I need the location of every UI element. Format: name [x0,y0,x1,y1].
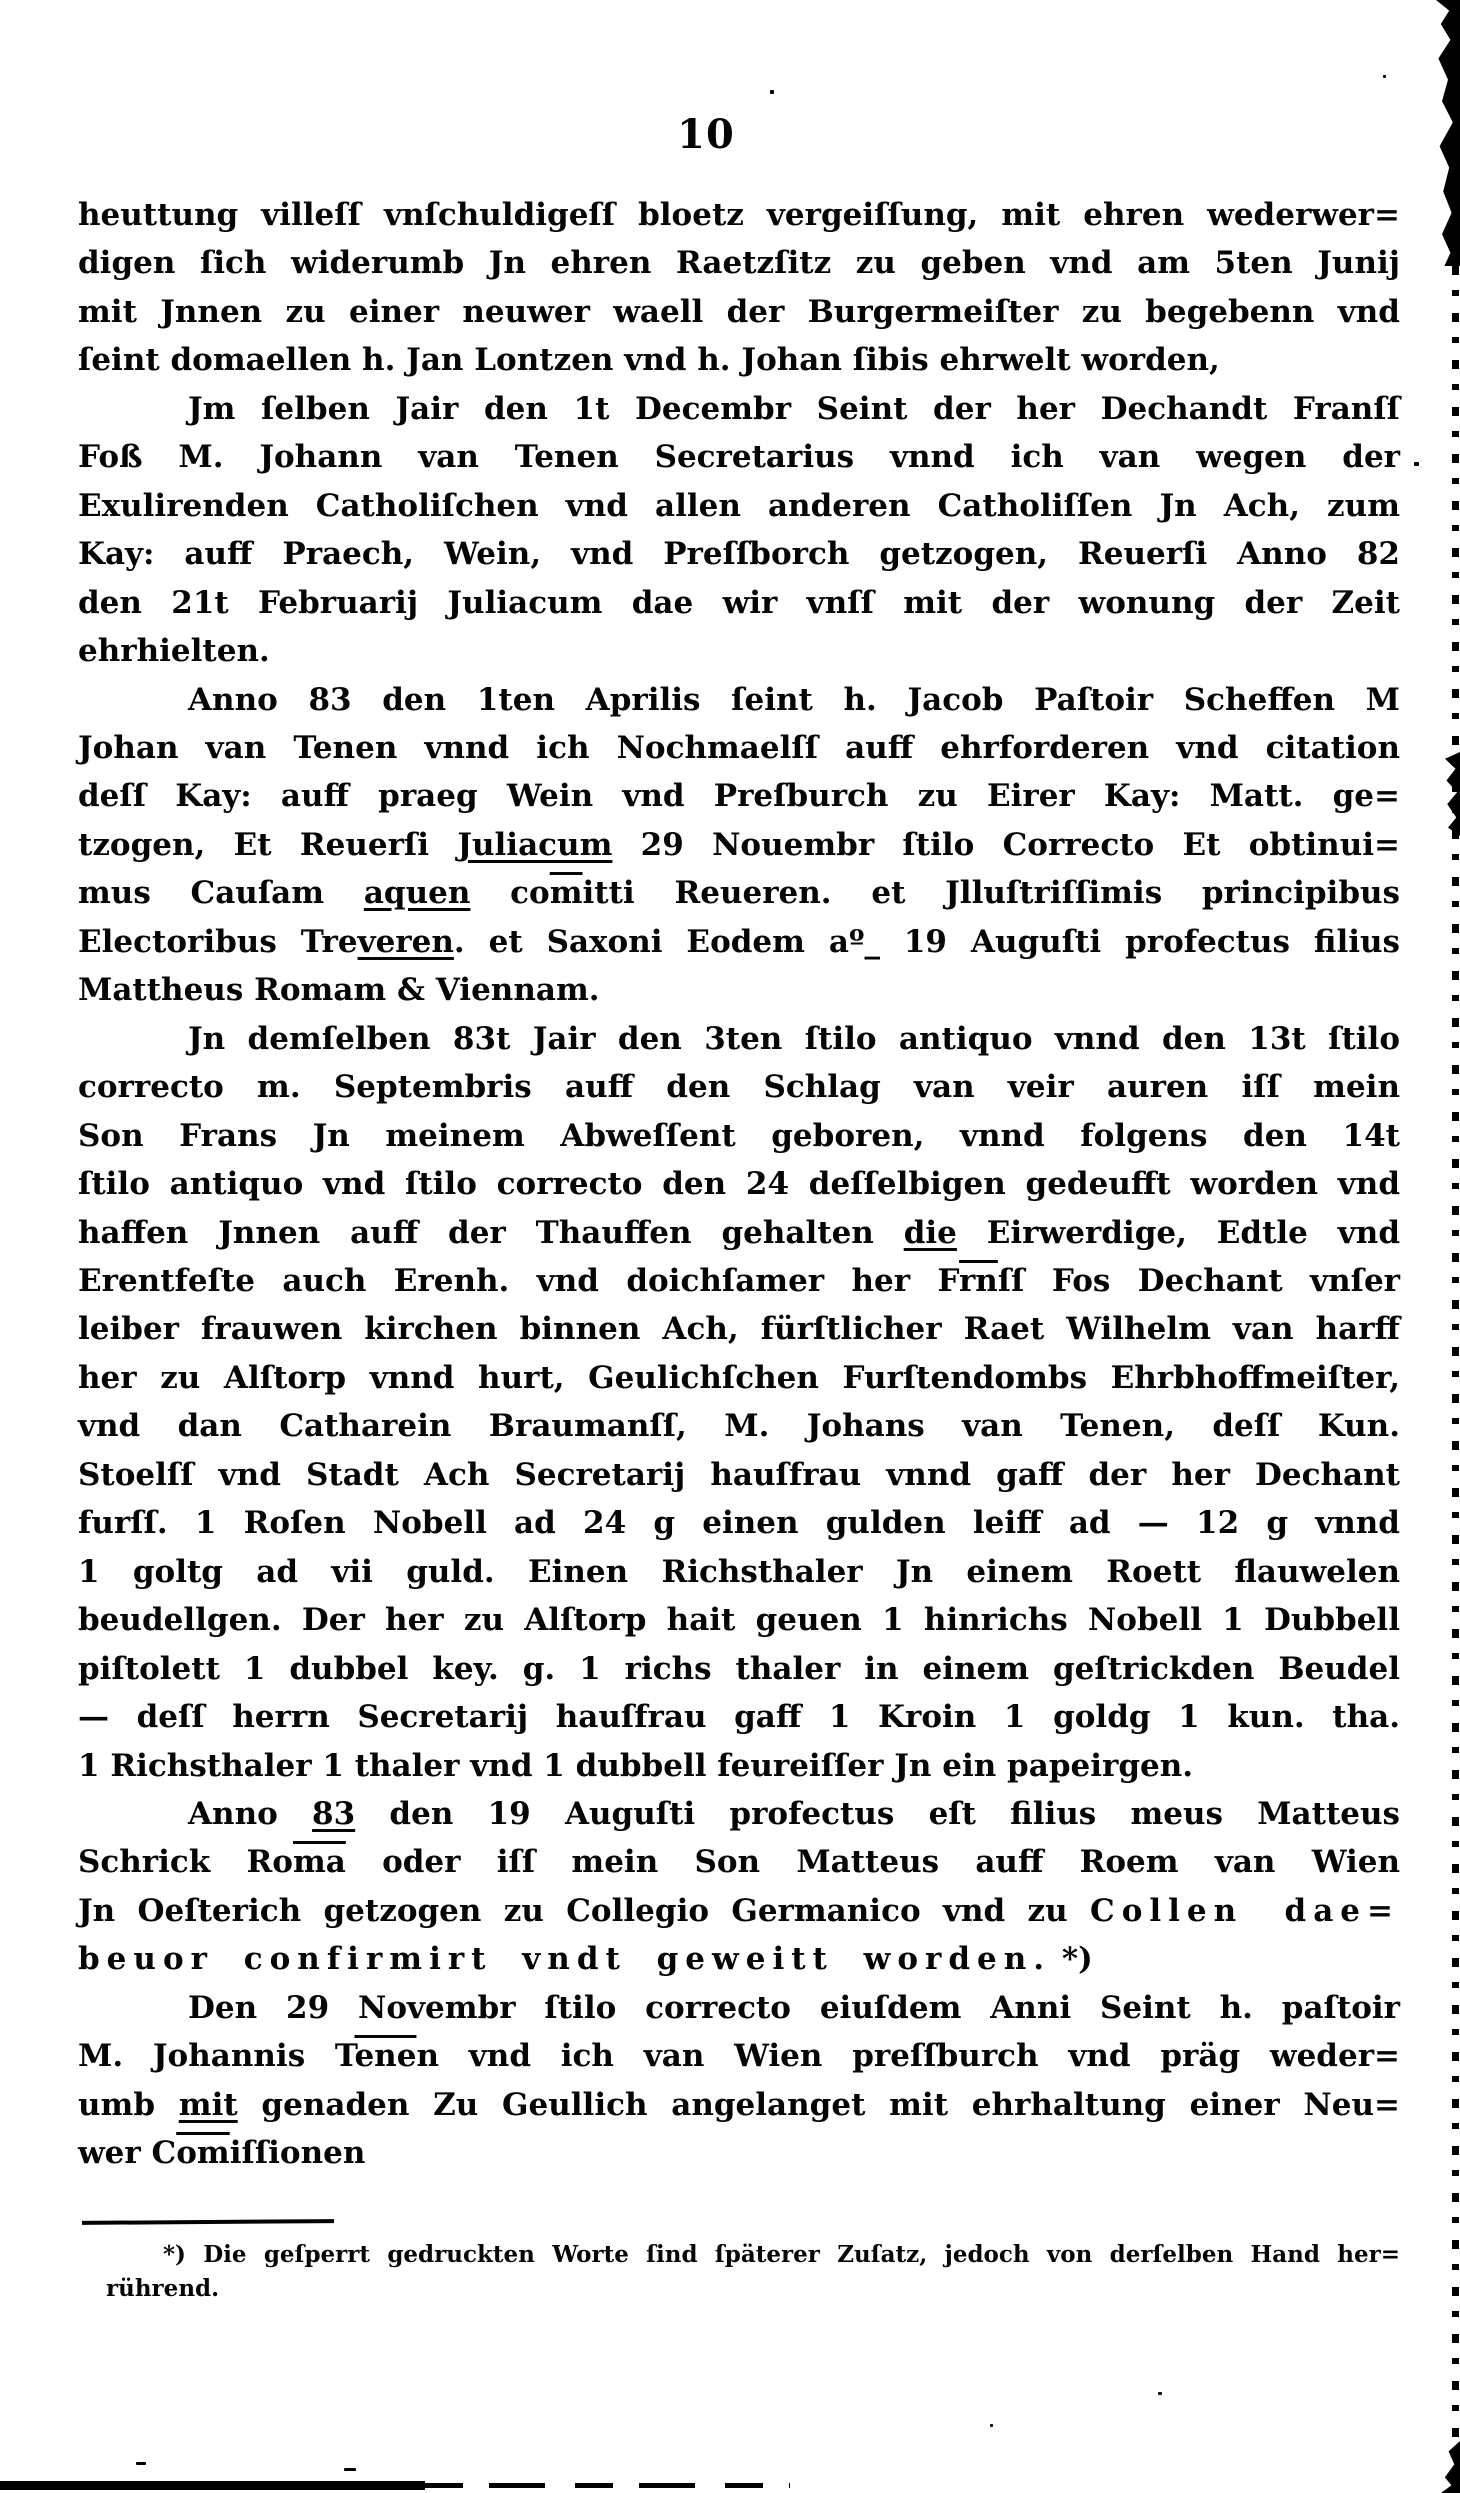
text-line [78,288,1400,336]
text-segment: $\overline{ene}$ [354,2038,417,2075]
text-segment: Exulirenden Catholiſchen vnd allen anderen Catholiſſen Jn Ach, zum [78,487,1400,524]
text-segment: vnd dan Catharein Braumanſſ, M. Johans van Tenen, deſſ Kun. [78,1408,1400,1445]
text-segment: Jn demſelben 83t Jair den 3ten ſtilo antiquo vnnd den 13t ſtilo [188,1020,1400,1057]
text-segment: die [903,1214,957,1251]
text-line [78,1257,1400,1305]
text-line [78,579,1400,627]
text-line [78,2032,1400,2080]
scan-speck [136,2462,146,2465]
text-segment: mit Jnnen zu einer neuwer waell der Burgermeiſter zu begebenn vnd [78,293,1400,330]
text-line [78,1742,1400,1790]
text-line [78,1790,1400,1838]
text-line [78,1402,1400,1450]
text-segment: Johan van Tenen vnnd ich Nochmaelſſ auff ehrforderen vnd citation [78,729,1400,766]
text-line [78,1693,1400,1741]
text-segment: Electoribus Tre [78,923,358,960]
text-segment: deſſ Kay: auff praeg Wein vnd Preſburch zu Eirer Kay: Matt. ge= [78,778,1400,815]
text-segment: *) [1051,1941,1093,1978]
text-line [78,1548,1400,1596]
text-segment: tzogen, Et Reuerſi [78,826,458,863]
text-line [78,1305,1400,1353]
text-segment: ehrhielten. [78,633,270,670]
text-segment: itti Reueren. et Jlluſtriſſimis principibus [582,875,1400,912]
text-segment: ſſ Fos Dechant vnſer [997,1262,1401,1299]
text-segment: Stoelſſ vnd Stadt Ach Secretarij hauſfrau vnnd gaff der her Dechant [78,1456,1400,1493]
text-line [78,1499,1400,1547]
text-line [78,676,1400,724]
text-line [78,1451,1400,1499]
scan-speck [990,2424,993,2427]
text-segment: . et Saxoni Eodem aº_ 19 Auguſti profectus filius [453,923,1400,960]
text-line [78,239,1400,287]
text-segment: Anno 83 den 1ten Aprilis ſeint h. Jacob Paſtoir Scheffen M [188,681,1400,718]
text-segment: Eirwerdige, Edtle vnd [956,1214,1401,1251]
text-line [78,1015,1400,1063]
text-segment: 29 Nouembr ſtilo Correcto Et obtinui= [612,826,1400,863]
text-segment: mus Cauſam [78,875,364,912]
text-line [78,385,1400,433]
text-line [78,2081,1400,2129]
scan-artifact-right-edge-top [1436,0,1460,266]
text-line [78,1645,1400,1693]
text-segment: correcto m. Septembris auff den Schlag van veir auren iſſ mein [78,1069,1400,1106]
text-segment: M. Johannis T [78,2038,355,2075]
text-segment: Foß M. Johann van Tenen Secretarius vnnd ich van wegen der [78,439,1400,476]
text-segment: 1 Richsthaler 1 thaler vnd 1 dubbell feureiſſer Jn ein papeirgen. [78,1747,1194,1784]
text-line [78,1984,1400,2032]
text-segment: iſſionen [229,2135,366,2172]
text-segment: umb [78,2086,179,2123]
text-line [78,724,1400,772]
text-segment: Erentfeſte auch Erenh. vnd doichſamer her F [78,1262,959,1299]
footnote [78,2238,1400,2306]
text-segment: Jm ſelben Jair den 1t Decembr Seint der her Dechandt Franſſ [188,390,1400,427]
text-segment: wer C [78,2135,177,2172]
text-line [78,821,1400,869]
text-segment: Mattheus Romam & Viennam. [78,972,600,1009]
text-line [78,336,1400,384]
text-segment: leiber frauwen kirchen binnen Ach, fürſtlicher Raet Wilhelm van harff [78,1311,1400,1348]
text-segment: beuor confirmirt vndt geweitt worden. [78,1941,1052,1978]
text-segment: ſtilo antiquo vnd ſtilo correcto den 24 deſſelbigen gedeufft worden vnd [78,1166,1400,1203]
text-segment: haffen Jnnen auff der Thauffen gehalten [78,1214,904,1251]
text-line [78,1209,1400,1257]
text-segment: Juliacum [457,826,613,863]
text-segment: furſſ. 1 Roſen Nobell ad 24 g einen gulden leiff ad — 12 g vnnd [78,1505,1400,1542]
text-segment: Collen dae= [1090,1892,1400,1929]
text-segment: Son Frans Jn meinem Abweſſent geboren, vnnd folgens den 14t [78,1117,1400,1154]
text-line [78,966,1400,1014]
text-segment: den 21t Februarij Juliacum dae wir vnſſ mit der wonung der Zeit [78,584,1400,621]
text-line [78,869,1400,917]
footnote-line: rührend. [106,2275,220,2302]
text-line [78,918,1400,966]
text-line [78,1063,1400,1111]
footnote-separator-rule [82,2219,334,2225]
text-segment: $\overline{rn}$ [958,1262,998,1299]
text-segment: aquen [363,875,471,912]
scan-speck [770,90,774,94]
text-line [78,1354,1400,1402]
text-segment: Jn Oeſterich getzogen zu Collegio Germanico vnd zu [78,1892,1091,1929]
text-line [78,1160,1400,1208]
text-line [78,1838,1400,1886]
text-line [78,433,1400,481]
scan-speck [1158,2392,1162,2395]
text-segment: $\overline{om}$ [176,2135,230,2172]
text-line [78,530,1400,578]
text-segment: genaden Zu Geullich angelanget mit ehrhaltung einer Neu= [237,2086,1400,2123]
text-line [78,1596,1400,1644]
text-line [78,482,1400,530]
text-line [78,2129,1400,2177]
text-segment: Anno [188,1795,313,1832]
text-segment: oder iſſ mein Son Matteus auff Roem van Wien [345,1844,1401,1881]
text-segment: veren [357,923,454,960]
text-segment: 1 goltg ad vii guld. Einen Richsthaler Jn einem Roett flauwelen [78,1553,1400,1590]
scan-artifact-bottom-band [0,2481,425,2490]
text-segment: $\overline{m}$ [549,875,583,912]
text-line [78,1935,1400,1983]
text-line [78,1112,1400,1160]
text-line [78,627,1400,675]
main-text-block [78,191,1400,2178]
text-line [78,1887,1400,1935]
text-segment: Kay: auff Praech, Wein, vnd Preſſborch getzogen, Reuerſi Anno 82 [78,536,1400,573]
text-segment: ſeint domaellen h. Jan Lontzen vnd h. Johan ſibis ehrwelt worden, [78,342,1220,379]
text-segment: Den 29 Novembr ſtilo correcto eiuſdem Anni Seint h. paſtoir [188,1989,1400,2026]
text-segment: piſtolett 1 dubbel key. g. 1 richs thaler in einem geſtrickden Beudel [78,1650,1400,1687]
text-segment: her zu Alſtorp vnnd hurt, Geulichſchen Furſtendombs Ehrbhoffmeiſter, [78,1359,1400,1396]
text-segment: heuttung villeſſ vnſchuldigeſſ bloetz vergeiſſung, mit ehren wederwer= [78,197,1400,233]
scan-speck [1383,75,1386,78]
text-line [78,772,1400,820]
text-segment: — deſſ herrn Secretarij hauſfrau gaff 1 Kroin 1 goldg 1 kun. tha. [78,1699,1400,1736]
text-line [78,191,1400,239]
scan-speck [1414,462,1419,466]
footnote-line: *) Die geſperrt gedruckten Worte ſind ſpäterer Zuſatz, jedoch von derſelben Hand her= [163,2241,1400,2268]
text-segment: den 19 Auguſti profectus eſt filius meus Matteus [355,1795,1400,1832]
scan-artifact-bottom-dashes [425,2483,790,2488]
text-segment: Schrick Ro [78,1844,293,1881]
scan-speck [344,2468,356,2471]
text-segment: n vnd ich van Wien preſſburch vnd präg weder= [416,2038,1401,2075]
text-segment: digen ſich widerumb Jn ehren Raetzſitz zu geben vnd am 5ten Junij [78,245,1400,282]
scan-artifact-right-edge-strip [1452,266,1459,2446]
text-segment: mit [178,2086,238,2123]
text-segment: co [470,875,550,912]
text-segment: beudellgen. Der her zu Alſtorp hait geuen 1 hinrichs Nobell 1 Dubbell [78,1602,1400,1639]
text-segment: $\overline{ma}$ [292,1844,346,1881]
scan-artifact-bottom-right-blob [1441,2441,1460,2493]
page-number: 10 [677,111,735,158]
text-segment: 83 [312,1795,356,1832]
